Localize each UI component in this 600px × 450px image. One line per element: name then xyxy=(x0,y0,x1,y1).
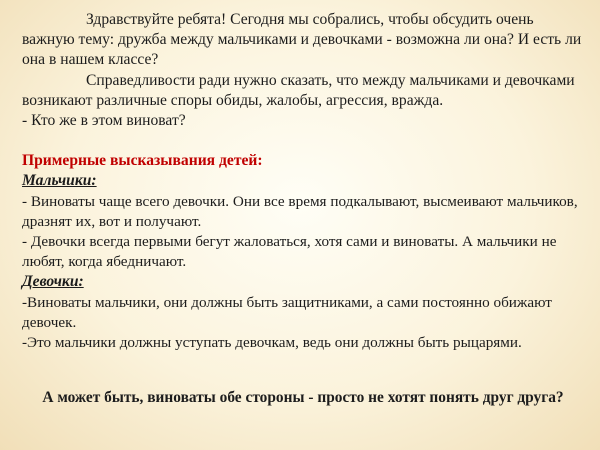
boys-label: Мальчики: xyxy=(22,172,97,190)
intro-paragraph: Здравствуйте ребята! Сегодня мы собрались, чтобы обсудить очень важную тему: дружба между мальчиками и девочками - возможна ли она? И есть ли она в нашем классе? xyxy=(22,11,582,69)
girls-label: Девочки: xyxy=(22,273,84,291)
girls-statement-2: -Это мальчики должны уступать девочкам, ведь они должны быть рыцарями. xyxy=(22,334,522,352)
intro-paragraph-2: Справедливости ради нужно сказать, что между мальчиками и девочками возникают различные споры обиды, жалобы, агрессия, вражда. xyxy=(22,71,575,109)
boys-statement-2: - Девочки всегда первыми бегут жаловаться, хотя сами и виноваты. А мальчики не любят, когда ябедничают. xyxy=(22,233,557,271)
intro-question: - Кто же в этом виноват? xyxy=(22,112,186,130)
statements-heading: Примерные высказывания детей: xyxy=(22,152,263,170)
girls-statement-1: -Виноваты мальчики, они должны быть защитниками, а сами постоянно обижают девочек. xyxy=(22,293,552,331)
closing-question: А может быть, виноваты обе стороны - просто не хотят понять друг друга? xyxy=(42,389,564,406)
spacer xyxy=(22,131,584,151)
slide-content xyxy=(22,10,584,353)
boys-statement-1: - Виноваты чаще всего девочки. Они все время подкалывают, высмеивают мальчиков, дразнят их, вот и получают. xyxy=(22,192,578,230)
